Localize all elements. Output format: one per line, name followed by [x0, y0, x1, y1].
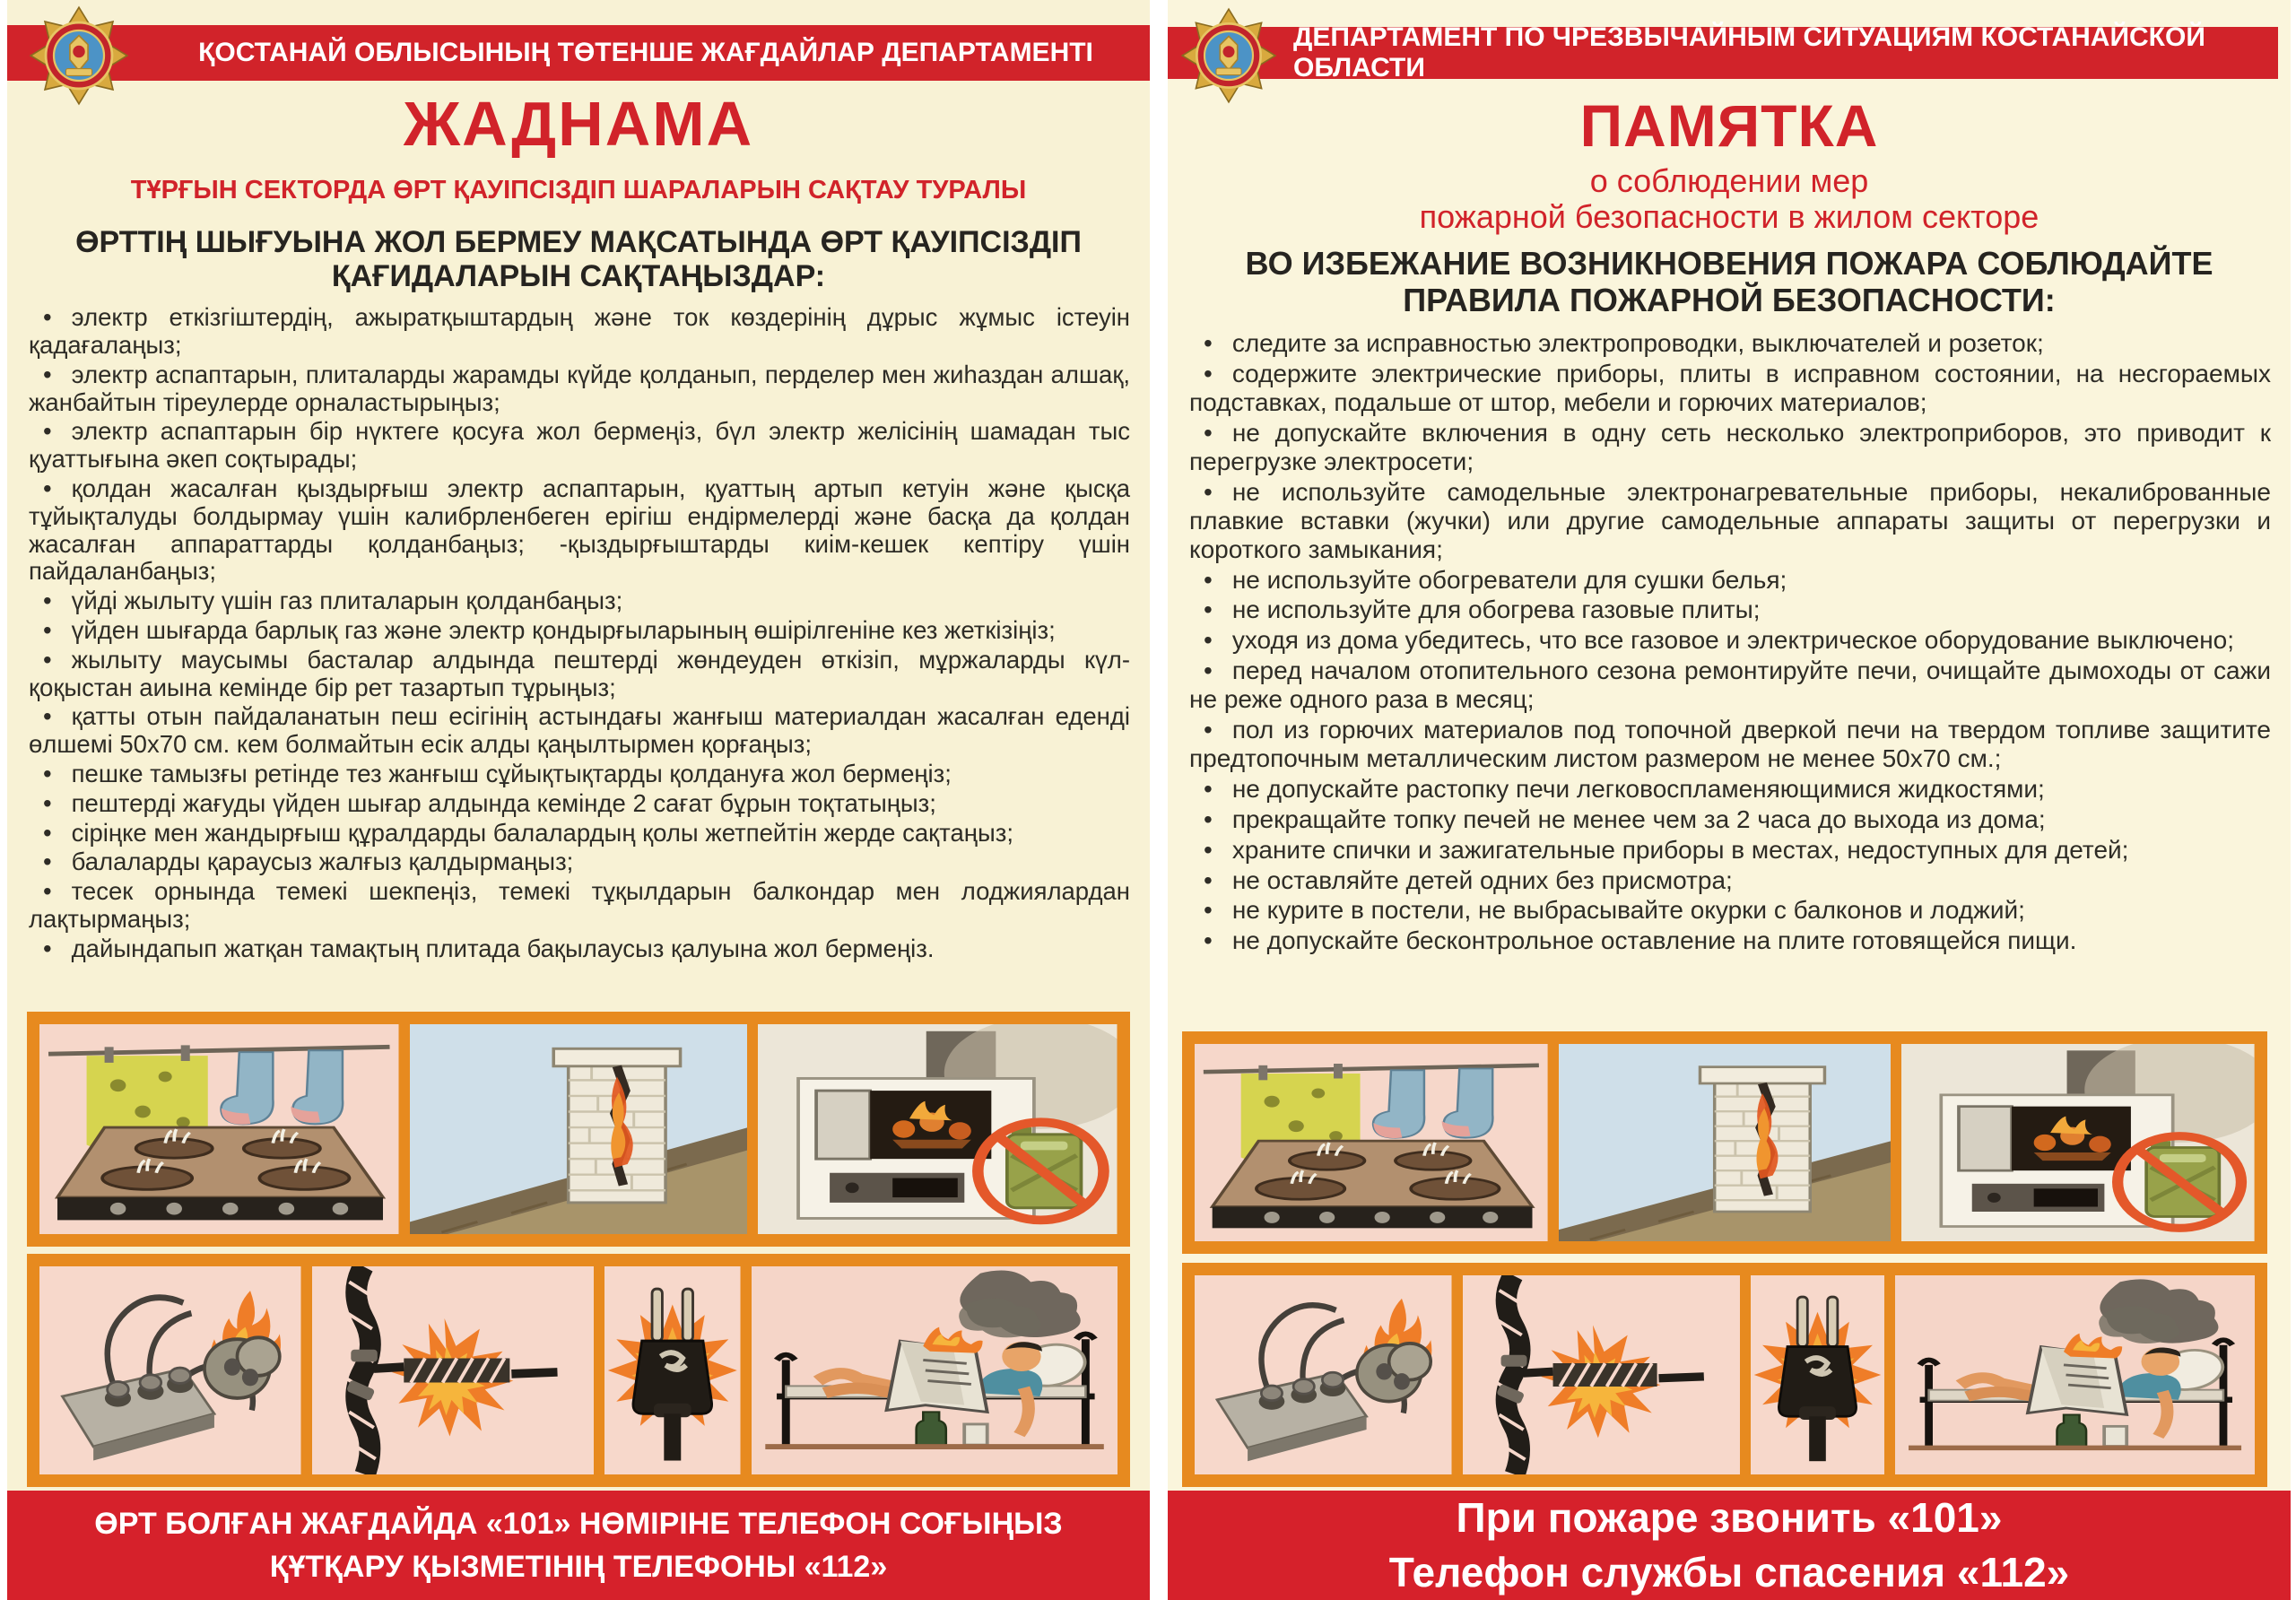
- rule-item: • содержите электрические приборы, плиты в исправном состоянии, на несгораемых подставках, подальше от штор, мебели и горючих материалов;: [1189, 360, 2271, 417]
- rule-item: • храните спички и зажигательные приборы в местах, недоступных для детей;: [1189, 836, 2271, 865]
- footer-line2-kz: ҚҰТҚАРУ ҚЫЗМЕТІНІҢ ТЕЛЕФОНЫ «112»: [269, 1550, 888, 1584]
- rule-item: • не оставляйте детей одних без присмотра;: [1189, 866, 2271, 895]
- footer-line1-ru: При пожаре звонить «101»: [1456, 1494, 2003, 1542]
- rule-item: • перед началом отопительного сезона ремонтируйте печи, очищайте дымоходы от сажи не реже одного раза в месяц;: [1189, 657, 2271, 714]
- emergency-department-emblem-icon: [29, 5, 129, 106]
- rule-item: • дайындапып жатқан тамақтың плитада бақылаусыз қалуына жол бермеңіз.: [29, 935, 1130, 963]
- clothes-drying-over-gas-stove-illustration: [39, 1024, 399, 1234]
- rule-item: • не курите в постели, не выбрасывайте окурки с балконов и лоджий;: [1189, 896, 2271, 925]
- emergency-phone-footer-kz: [7, 1491, 1150, 1600]
- footer-line2-ru: Телефон службы спасения «112»: [1388, 1549, 2070, 1596]
- rule-item: • электр еткізгіштердің, ажыратқыштардың және ток көздерінің дұрыс жұмыс істеуін қадағалаңыз;: [29, 304, 1130, 360]
- rule-item: • не используйте обогреватели для сушки белья;: [1189, 566, 2271, 595]
- rule-item: • сіріңке мен жандырғыш құралдарды балалардың қолы жетпейтін жерде сақтаңыз;: [29, 820, 1130, 848]
- illustration-strip-1-kz: [27, 1012, 1130, 1247]
- rule-item: • үйді жылыту үшін газ плиталарын қолданбаңыз;: [29, 587, 1130, 615]
- rule-item: • не используйте для обогрева газовые плиты;: [1189, 596, 2271, 624]
- page-title-kz: ЖАДНАМА: [403, 89, 754, 159]
- rule-item: • уходя из дома убедитесь, что все газовое и электрическое оборудование выключено;: [1189, 626, 2271, 655]
- page-russian: [1168, 0, 2291, 1600]
- rule-item: • қатты отын пайдаланатын пеш есігінің астындағы жанғыш материалдан жасалған еденді өлшемі 50х70 см. кем болмайтын есік алды қаңылтырмен қорғаңыз;: [29, 703, 1130, 759]
- illustration-strip-2-ru: [1182, 1263, 2267, 1487]
- safety-rules-list-kz: [7, 304, 1150, 962]
- footer-line1-kz: ӨРТ БОЛҒАН ЖАҒДАЙДА «101» НӨМІРІНЕ ТЕЛЕФОН СОҒЫҢЫЗ: [94, 1506, 1063, 1541]
- cracked-burning-chimney-illustration: [1559, 1044, 1892, 1241]
- rule-item: • следите за исправностью электропроводки, выключателей и розеток;: [1189, 329, 2271, 358]
- subtitle-line1-ru: о соблюдении мер: [1589, 162, 1869, 199]
- rule-item: • қолдан жасалған қыздырғыш электр аспаптарын, қуаттың артып кетуін және қысқа тұйықталуды болдырмау үшін калибрленбеген ерігіш ендірмелерді және басқа да қолдан жасалған аппараттарды қолданбаңыз; -қыздырғыштарды киім-кешек кептіру үшін пайдаланбаңыз;: [29, 475, 1130, 586]
- stove-firebox-no-canister-illustration: [758, 1024, 1118, 1234]
- header-text-ru: ДЕПАРТАМЕНТ ПО ЧРЕЗВЫЧАЙНЫМ СИТУАЦИЯМ КОСТАНАЙСКОЙ ОБЛАСТИ: [1293, 22, 2205, 83]
- rule-item: • жылыту маусымы басталар алдында пештерді жөндеуден өткізіп, мұржаларды күл-қоқыстан аиына кемінде бір рет тазартып тұрыңыз;: [29, 647, 1130, 702]
- smoking-in-bed-illustration: [1895, 1275, 2255, 1474]
- page-title-ru: ПАМЯТКА: [1579, 92, 1879, 159]
- rule-item: • үйден шығарда барлық газ және электр қондырғыларының өшірілгеніне кез жеткізіңіз;: [29, 617, 1130, 645]
- rule-item: • не допускайте бесконтрольное оставление на плите готовящейся пищи.: [1189, 926, 2271, 955]
- twisted-wire-sparking-illustration: [312, 1266, 595, 1474]
- illustration-strip-1-ru: [1182, 1031, 2267, 1254]
- rule-item: • не допускайте включения в одну сеть несколько электроприборов, это приводит к перегрузке электросети;: [1189, 419, 2271, 476]
- rule-item: • не допускайте растопку печи легковоспламеняющимися жидкостями;: [1189, 775, 2271, 804]
- twisted-wire-sparking-illustration: [1463, 1275, 1740, 1474]
- header-bar-kz: [7, 25, 1150, 81]
- clothes-drying-over-gas-stove-illustration: [1195, 1044, 1548, 1241]
- page-subtitle-ru: [1168, 163, 2291, 234]
- rule-item: • пол из горючих материалов под топочной дверкой печи на твердом топливе защитите предтопочным металлическим листом размером не менее 50х70 см.;: [1189, 716, 2271, 773]
- page-kazakh: [7, 0, 1150, 1600]
- cracked-burning-chimney-illustration: [410, 1024, 748, 1234]
- rule-item: • электр аспаптарын, плиталарды жарамды күйде қолданып, перделер мен жиһаздан алшақ, жанбайтын тіреулерде орналастырыңыз;: [29, 361, 1130, 417]
- section-heading-ru: ВО ИЗБЕЖАНИЕ ВОЗНИКНОВЕНИЯ ПОЖАРА СОБЛЮДАЙТЕ ПРАВИЛА ПОЖАРНОЙ БЕЗОПАСНОСТИ:: [1245, 245, 2213, 319]
- rule-item: • прекращайте топку печей не менее чем за 2 часа до выхода из дома;: [1189, 805, 2271, 834]
- illustration-strip-2-kz: [27, 1254, 1130, 1487]
- stove-firebox-no-canister-illustration: [1901, 1044, 2255, 1241]
- emergency-phone-footer-ru: [1168, 1491, 2291, 1600]
- emergency-department-emblem-icon: [1180, 7, 1277, 104]
- header-bar-ru: [1168, 22, 2278, 83]
- rule-item: • балаларды қараусыз жалғыз қалдырмаңыз;: [29, 848, 1130, 876]
- rule-item: • пешке тамызғы ретінде тез жанғыш сұйықтықтарды қолдануға жол бермеңіз;: [29, 761, 1130, 788]
- section-heading-kz: ӨРТТІҢ ШЫҒУЫНА ЖОЛ БЕРМЕУ МАҚСАТЫНДА ӨРТ ҚАУІПСІЗДІП ҚАҒИДАЛАРЫН САҚТАҢЫЗДАР:: [75, 225, 1082, 294]
- burning-plug-illustration: [1751, 1275, 1884, 1474]
- overloaded-power-strip-illustration: [39, 1266, 301, 1474]
- rule-item: • тесек орнында темекі шекпеңіз, темекі тұқылдарын балкондар мен лоджиялардан лақтырмаңыз;: [29, 878, 1130, 934]
- subtitle-line2-ru: пожарной безопасности в жилом секторе: [1419, 197, 2039, 235]
- rule-item: • не используйте самодельные электронагревательные приборы, некалиброванные плавкие вставки (жучки) или другие самодельные аппараты защиты от перегрузки и короткого замыкания;: [1189, 478, 2271, 564]
- page-subtitle-kz: ТҰРҒЫН СЕКТОРДА ӨРТ ҚАУІПСІЗДІП ШАРАЛАРЫН САҚТАУ ТУРАЛЫ: [130, 176, 1027, 204]
- smoking-in-bed-illustration: [752, 1266, 1118, 1474]
- overloaded-power-strip-illustration: [1195, 1275, 1452, 1474]
- safety-rules-list-ru: [1168, 329, 2291, 955]
- rule-item: • электр аспаптарын бір нүктеге қосуға жол бермеңіз, бүл электр желісінің шамадан тыс қуаттығына әкеп соқтырады;: [29, 418, 1130, 474]
- header-text-kz: ҚОСТАНАЙ ОБЛЫСЫНЫҢ ТӨТЕНШЕ ЖАҒДАЙЛАР ДЕПАРТАМЕНТІ: [198, 38, 1093, 67]
- burning-plug-illustration: [604, 1266, 741, 1474]
- rule-item: • пештерді жағуды үйден шығар алдында кемінде 2 сағат бұрын тоқтатыңыз;: [29, 790, 1130, 818]
